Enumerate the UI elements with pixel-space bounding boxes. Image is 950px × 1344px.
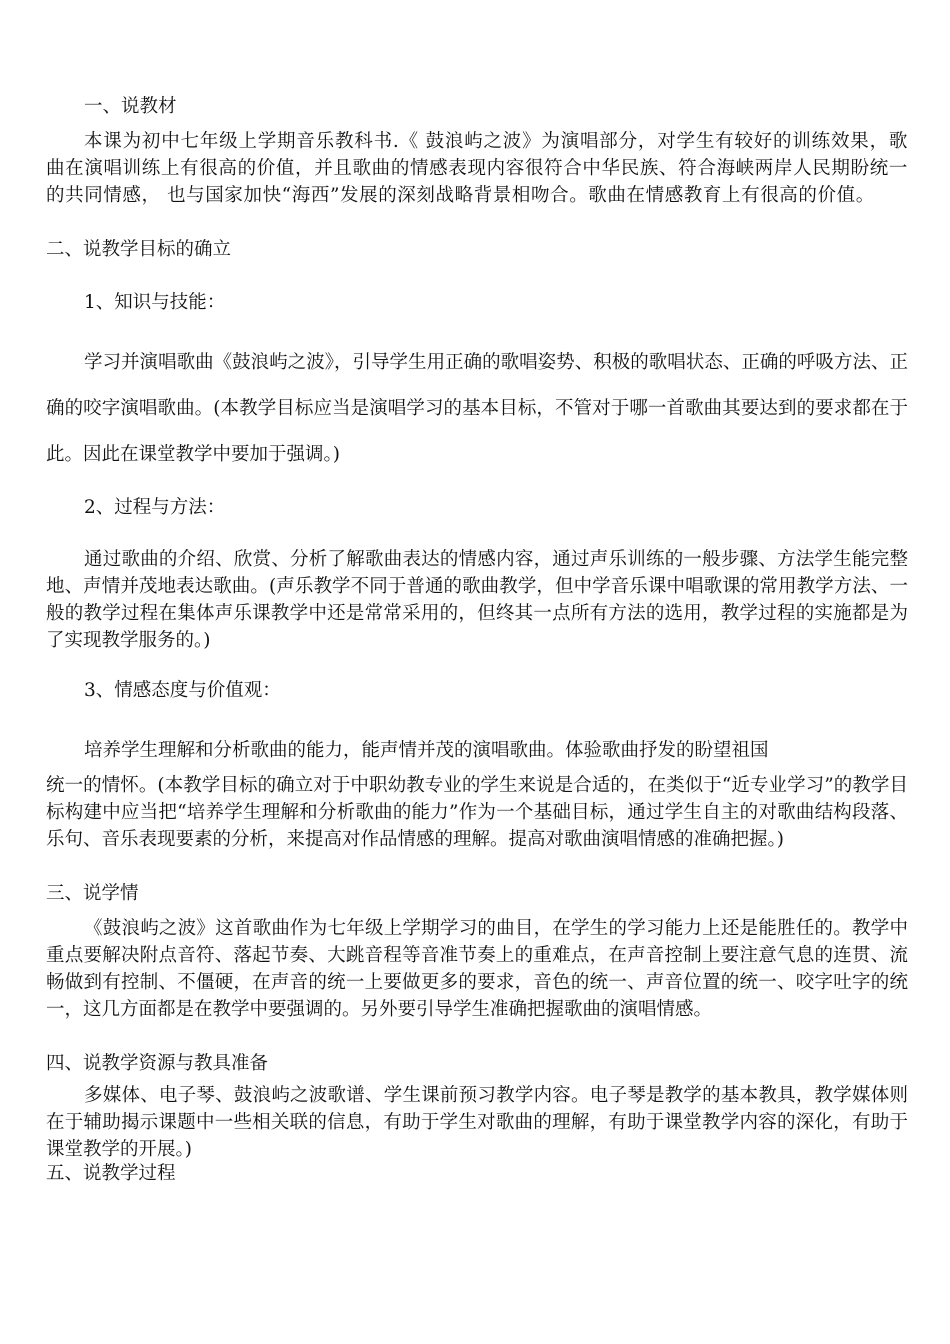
goal-2-title: 2、过程与方法： bbox=[84, 497, 226, 518]
goal-2-body: 通过歌曲的介绍、欣赏、分析了解歌曲表达的情感内容，通过声乐训练的一般步骤、方法学生能完整地、声情并茂地表达歌曲。(声乐教学不同于普通的歌曲教学，但中学音乐课中唱歌课的常用教学方法、一般的教学过程在集体声乐课教学中还是常常采用的，但终其一点所有方法的选用，教学过程的实施都是为了实现教学服务的。) bbox=[46, 549, 908, 651]
section-1-title: 一、说教材 bbox=[84, 96, 177, 117]
goal-1-body: 学习并演唱歌曲《鼓浪屿之波》，引导学生用正确的歌唱姿势、积极的歌唱状态、正确的呼吸方法、正确的咬字演唱歌曲。(本教学目标应当是演唱学习的基本目标，不管对于哪一首歌曲其要达到的要求都在于此。因此在课堂教学中要加于强调。) bbox=[46, 352, 908, 465]
goal-3-title: 3、情感态度与价值观： bbox=[84, 680, 281, 701]
goal-3-body-rest: 统一的情怀。(本教学目标的确立对于中职幼教专业的学生来说是合适的，在类似于“近专业学习”的教学目标构建中应当把“培养学生理解和分析歌曲的能力”作为一个基础目标，通过学生自主的对歌曲结构段落、乐句、音乐表现要素的分析，来提高对作品情感的理解。提高对歌曲演唱情感的准确把握。) bbox=[46, 775, 908, 850]
section-3-title: 三、说学情 bbox=[46, 883, 139, 904]
goal-3-body-line-1: 培养学生理解和分析歌曲的能力，能声情并茂的演唱歌曲。体验歌曲抒发的盼望祖国 bbox=[84, 740, 769, 761]
section-5-title: 五、说教学过程 bbox=[46, 1163, 176, 1184]
goal-1-title: 1、知识与技能： bbox=[84, 292, 226, 313]
section-3-body: 《鼓浪屿之波》这首歌曲作为七年级上学期学习的曲目，在学生的学习能力上还是能胜任的。教学中重点要解决附点音符、落起节奏、大跳音程等音准节奏上的重难点，在声音控制上要注意气息的连贯、流畅做到有控制、不僵硬，在声音的统一上要做更多的要求，音色的统一、声音位置的统一、咬字吐字的统一，这几方面都是在教学中要强调的。另外要引导学生准确把握歌曲的演唱情感。 bbox=[46, 918, 908, 1020]
section-2-title: 二、说教学目标的确立 bbox=[46, 239, 232, 260]
section-1-body: 本课为初中七年级上学期音乐教科书.《 鼓浪屿之波》为演唱部分，对学生有较好的训练效果，歌曲在演唱训练上有很高的价值，并且歌曲的情感表现内容很符合中华民族、符合海峡两岸人民期盼统一的共同情感， 也与国家加快“海西”发展的深刻战略背景相吻合。歌曲在情感教育上有很高的价值。 bbox=[46, 131, 908, 206]
section-4-body: 多媒体、电子琴、鼓浪屿之波歌谱、学生课前预习教学内容。电子琴是教学的基本教具，教学媒体则在于辅助揭示课题中一些相关联的信息，有助于学生对歌曲的理解，有助于课堂教学内容的深化，有助于课堂教学的开展。) bbox=[46, 1085, 908, 1160]
section-4-title: 四、说教学资源与教具准备 bbox=[46, 1053, 269, 1074]
